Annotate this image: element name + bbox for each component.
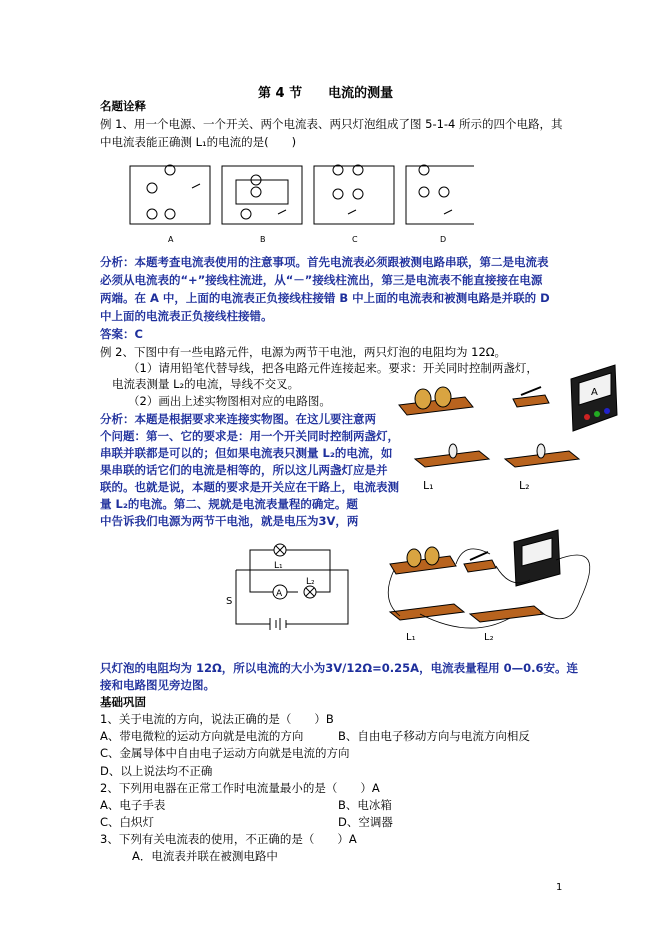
circuit-label-a: A <box>168 235 174 244</box>
analysis2-line3: 串联并联都是可以的；但如果电流表只测量 L₂的电流，如 <box>100 446 393 460</box>
analysis2-end-line1: 只灯泡的电阻均为 12Ω，所以电流的大小为3V/12Ω=0.25A，电流表量程用 0—0.6安。连 <box>100 661 578 675</box>
q2-stem: 2、下列用电器在正常工作时电流量最小的是（ ）A <box>100 781 380 795</box>
schematic-switch-label: S <box>226 596 233 607</box>
schematic-l1-label: L₁ <box>274 561 283 571</box>
wired-apparatus-illustration <box>380 520 610 650</box>
circuit-schematic <box>226 540 356 636</box>
apparatus-illustration <box>395 355 620 505</box>
example2-line3: 电流表测量 L₂的电流，导线不交叉。 <box>112 377 300 391</box>
analysis1-line4: 中上面的电流表正负接线柱接错。 <box>100 309 273 323</box>
q3-stem: 3、下列有关电流表的使用，不正确的是（ ）A <box>100 832 357 846</box>
circuit-c <box>314 165 394 224</box>
q1-option-b: B、自由电子移动方向与电流方向相反 <box>338 729 530 743</box>
lamp-board-l1 <box>415 444 489 467</box>
schematic-ammeter-label: A <box>276 589 283 599</box>
example1-line2: 中电流表能正确测 L₁的电流的是( ) <box>100 135 297 149</box>
analysis2-line7: 中告诉我们电源为两节干电池，就是电压为3V，两 <box>100 514 359 528</box>
analysis2-line1: 分析：本题是根据要求来连接实物图。在这儿要注意两 <box>100 412 376 426</box>
example2-line1: 例 2、下图中有一些电路元件，电源为两节干电池，两只灯泡的电阻均为 12Ω。 <box>100 345 507 359</box>
q2-option-a: A、电子手表 <box>100 798 166 812</box>
circuit-a <box>130 165 210 224</box>
analysis2-end-line2: 接和电路图见旁边图。 <box>100 678 215 692</box>
analysis2-line2: 个问题：第一、它的要求是：用一个开关同时控制两盏灯， <box>100 429 399 443</box>
lamp-label-l1-top: L₁ <box>423 479 434 492</box>
lamp-label-l2-top: L₂ <box>519 479 530 492</box>
ammeter-a-label: A <box>591 387 598 398</box>
circuit-label-c: C <box>352 235 358 244</box>
page-number: 1 <box>556 882 563 893</box>
analysis1-line1: 分析：本题考查电流表使用的注意事项。首先电流表必须跟被测电路串联，第二是电流表 <box>100 255 549 269</box>
ammeter-image <box>571 365 617 431</box>
q3-option-a: A．电流表并联在被测电路中 <box>132 849 278 863</box>
circuit-b <box>222 166 302 224</box>
q2-option-d: D、空调器 <box>338 815 393 829</box>
q1-option-c: C、金属导体中自由电子运动方向就是电流的方向 <box>100 746 350 760</box>
wired-lamp-boards <box>390 604 544 622</box>
schematic-l2-label: L₂ <box>306 577 315 587</box>
example2-line4: （2）画出上述实物图相对应的电路图。 <box>128 394 331 408</box>
q1-option-d: D、以上说法均不正确 <box>100 764 213 778</box>
lamp-board-l2 <box>505 444 579 467</box>
wired-ammeter-image <box>514 530 560 586</box>
q2-option-c: C、白炽灯 <box>100 815 155 829</box>
example1-line1: 例 1、用一个电源、一个开关、两个电流表、两只灯泡组成了图 5-1-4 所示的四个电路，其 <box>100 117 563 131</box>
section-heading-examples: 名题诠释 <box>100 99 146 113</box>
wired-lamp-label-l2: L₂ <box>484 632 494 643</box>
battery-holder-image <box>399 387 473 415</box>
wired-switch-image <box>464 552 496 572</box>
circuit-label-d: D <box>440 235 447 244</box>
circuit-d <box>406 165 474 224</box>
analysis2-line4: 果串联的话它们的电流是相等的，所以这儿两盏灯应是并 <box>100 463 388 477</box>
analysis2-line5: 联的。也就是说，本题的要求是开关应在干路上，电流表测 <box>100 480 399 494</box>
circuit-diagrams-figure <box>124 156 474 248</box>
wired-battery-image <box>390 547 456 574</box>
section-heading-basics: 基础巩固 <box>100 695 146 709</box>
analysis1-line3: 两端。在 A 中，上面的电流表正负接线柱接错 B 中上面的电流表和被测电路是并联的 D <box>100 291 550 305</box>
answer1: 答案：C <box>100 327 143 341</box>
q1-stem: 1、关于电流的方向，说法正确的是（ ）B <box>100 712 334 726</box>
page-title: 第 4 节 电流的测量 <box>258 86 394 101</box>
circuit-label-b: B <box>260 235 266 244</box>
q1-option-a: A、带电微粒的运动方向就是电流的方向 <box>100 729 304 743</box>
example2-line2: （1）请用铅笔代替导线，把各电路元件连接起来。要求：开关同时控制两盏灯， <box>128 361 538 375</box>
q2-option-b: B、电冰箱 <box>338 798 392 812</box>
switch-image <box>513 387 549 407</box>
analysis2-line6: 量 L₂的电流。第二、规就是电流表量程的确定。题 <box>100 497 358 511</box>
wired-lamp-label-l1: L₁ <box>406 632 416 643</box>
analysis1-line2: 必须从电流表的“+”接线柱流进，从“－”接线柱流出，第三是电流表不能直接接在电源 <box>100 273 543 287</box>
